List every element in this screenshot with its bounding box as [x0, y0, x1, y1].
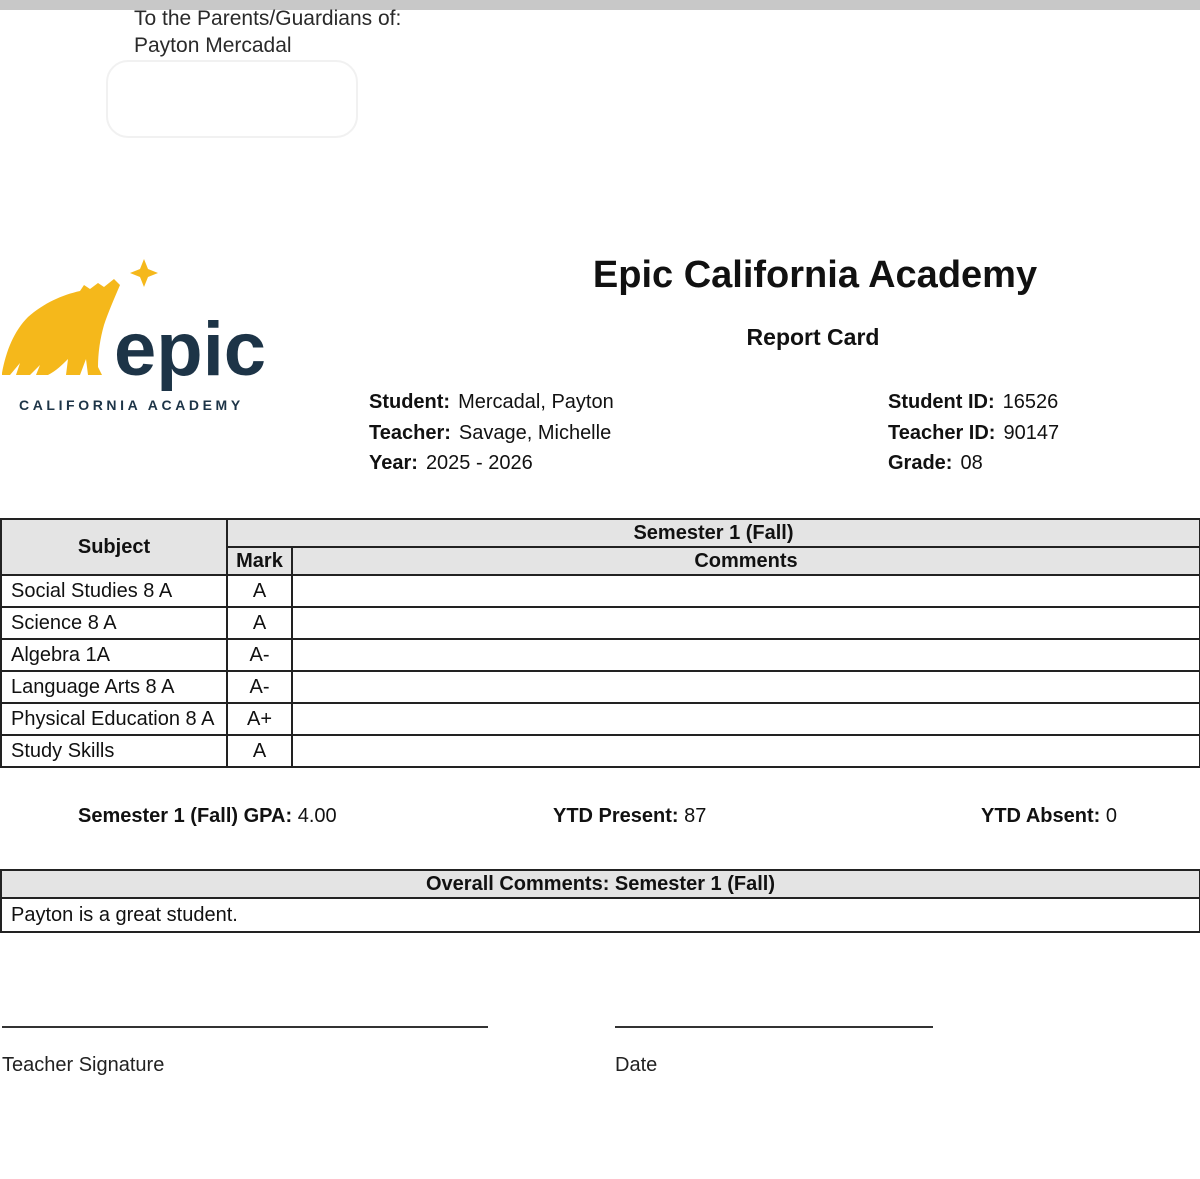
- year-label: Year:: [369, 452, 418, 474]
- overall-comment-row: [1, 898, 1200, 932]
- table-row: [1, 639, 1200, 671]
- bear-icon: [2, 279, 120, 375]
- student-id-label: Student ID:: [888, 391, 995, 413]
- table-row: [1, 607, 1200, 639]
- comment-cell: [292, 703, 1200, 735]
- teacher-signature-label: Teacher Signature: [2, 1054, 165, 1076]
- mark-cell: A+: [227, 703, 292, 735]
- comment-cell: [292, 607, 1200, 639]
- gpa-label: Semester 1 (Fall) GPA:: [78, 805, 293, 827]
- address-line-1: To the Parents/Guardians of:: [134, 7, 402, 30]
- student-id-field: [888, 390, 1058, 414]
- teacher-label: Teacher:: [369, 422, 451, 444]
- table-row: [1, 703, 1200, 735]
- overall-comments-table: [0, 869, 1200, 933]
- overall-comment-text: Payton is a great student.: [1, 898, 1200, 932]
- present-label: YTD Present:: [553, 805, 679, 827]
- subject-cell: Physical Education 8 A: [1, 703, 227, 735]
- grades-header-row: [1, 519, 1200, 547]
- student-label: Student:: [369, 391, 451, 413]
- comment-cell: [292, 639, 1200, 671]
- mark-cell: A: [227, 735, 292, 767]
- date-label: Date: [615, 1054, 658, 1076]
- mark-cell: A: [227, 607, 292, 639]
- year-value: 2025 - 2026: [425, 452, 533, 474]
- gpa-summary: [78, 805, 337, 828]
- teacher-id-label: Teacher ID:: [888, 422, 996, 444]
- semester-header: Semester 1 (Fall): [227, 519, 1200, 547]
- subject-cell: Social Studies 8 A: [1, 575, 227, 607]
- logo-subtitle: CALIFORNIA ACADEMY: [19, 397, 244, 413]
- subject-cell: Science 8 A: [1, 607, 227, 639]
- year-field: [369, 451, 533, 475]
- comment-cell: [292, 735, 1200, 767]
- table-row: [1, 575, 1200, 607]
- date-line: [615, 1026, 933, 1028]
- comment-cell: [292, 575, 1200, 607]
- absent-summary: [981, 805, 1117, 828]
- overall-comments-header: Overall Comments: Semester 1 (Fall): [1, 870, 1200, 898]
- overall-header-row: [1, 870, 1200, 898]
- table-row: [1, 671, 1200, 703]
- comments-header: Comments: [292, 547, 1200, 575]
- subject-cell: Language Arts 8 A: [1, 671, 227, 703]
- grade-value: 08: [960, 452, 983, 474]
- present-value: 87: [684, 805, 707, 827]
- star-icon: [130, 259, 158, 287]
- teacher-field: [369, 421, 611, 445]
- teacher-id-field: [888, 421, 1059, 445]
- present-summary: [553, 805, 706, 828]
- student-field: [369, 390, 614, 414]
- grades-table: [0, 518, 1200, 768]
- subject-cell: Algebra 1A: [1, 639, 227, 671]
- mark-cell: A-: [227, 639, 292, 671]
- subject-header: Subject: [1, 519, 227, 575]
- grade-label: Grade:: [888, 452, 953, 474]
- teacher-value: Savage, Michelle: [458, 422, 612, 444]
- mark-cell: A-: [227, 671, 292, 703]
- subject-cell: Study Skills: [1, 735, 227, 767]
- student-value: Mercadal, Payton: [458, 391, 614, 413]
- absent-value: 0: [1105, 805, 1117, 827]
- mailing-address: [134, 5, 401, 59]
- table-row: [1, 735, 1200, 767]
- document-title: Report Card: [746, 324, 880, 350]
- address-window-outline: [106, 60, 358, 138]
- address-line-2: Payton Mercadal: [134, 34, 292, 57]
- comment-cell: [292, 671, 1200, 703]
- epic-logo: [0, 255, 290, 415]
- teacher-id-value: 90147: [1003, 422, 1060, 444]
- grade-field: [888, 451, 983, 475]
- school-name: Epic California Academy: [592, 254, 1038, 296]
- absent-label: YTD Absent:: [981, 805, 1101, 827]
- student-id-value: 16526: [1002, 391, 1059, 413]
- logo-wordmark: epic: [114, 307, 267, 392]
- teacher-signature-line: [2, 1026, 488, 1028]
- mark-cell: A: [227, 575, 292, 607]
- mark-header: Mark: [227, 547, 292, 575]
- gpa-value: 4.00: [297, 805, 337, 827]
